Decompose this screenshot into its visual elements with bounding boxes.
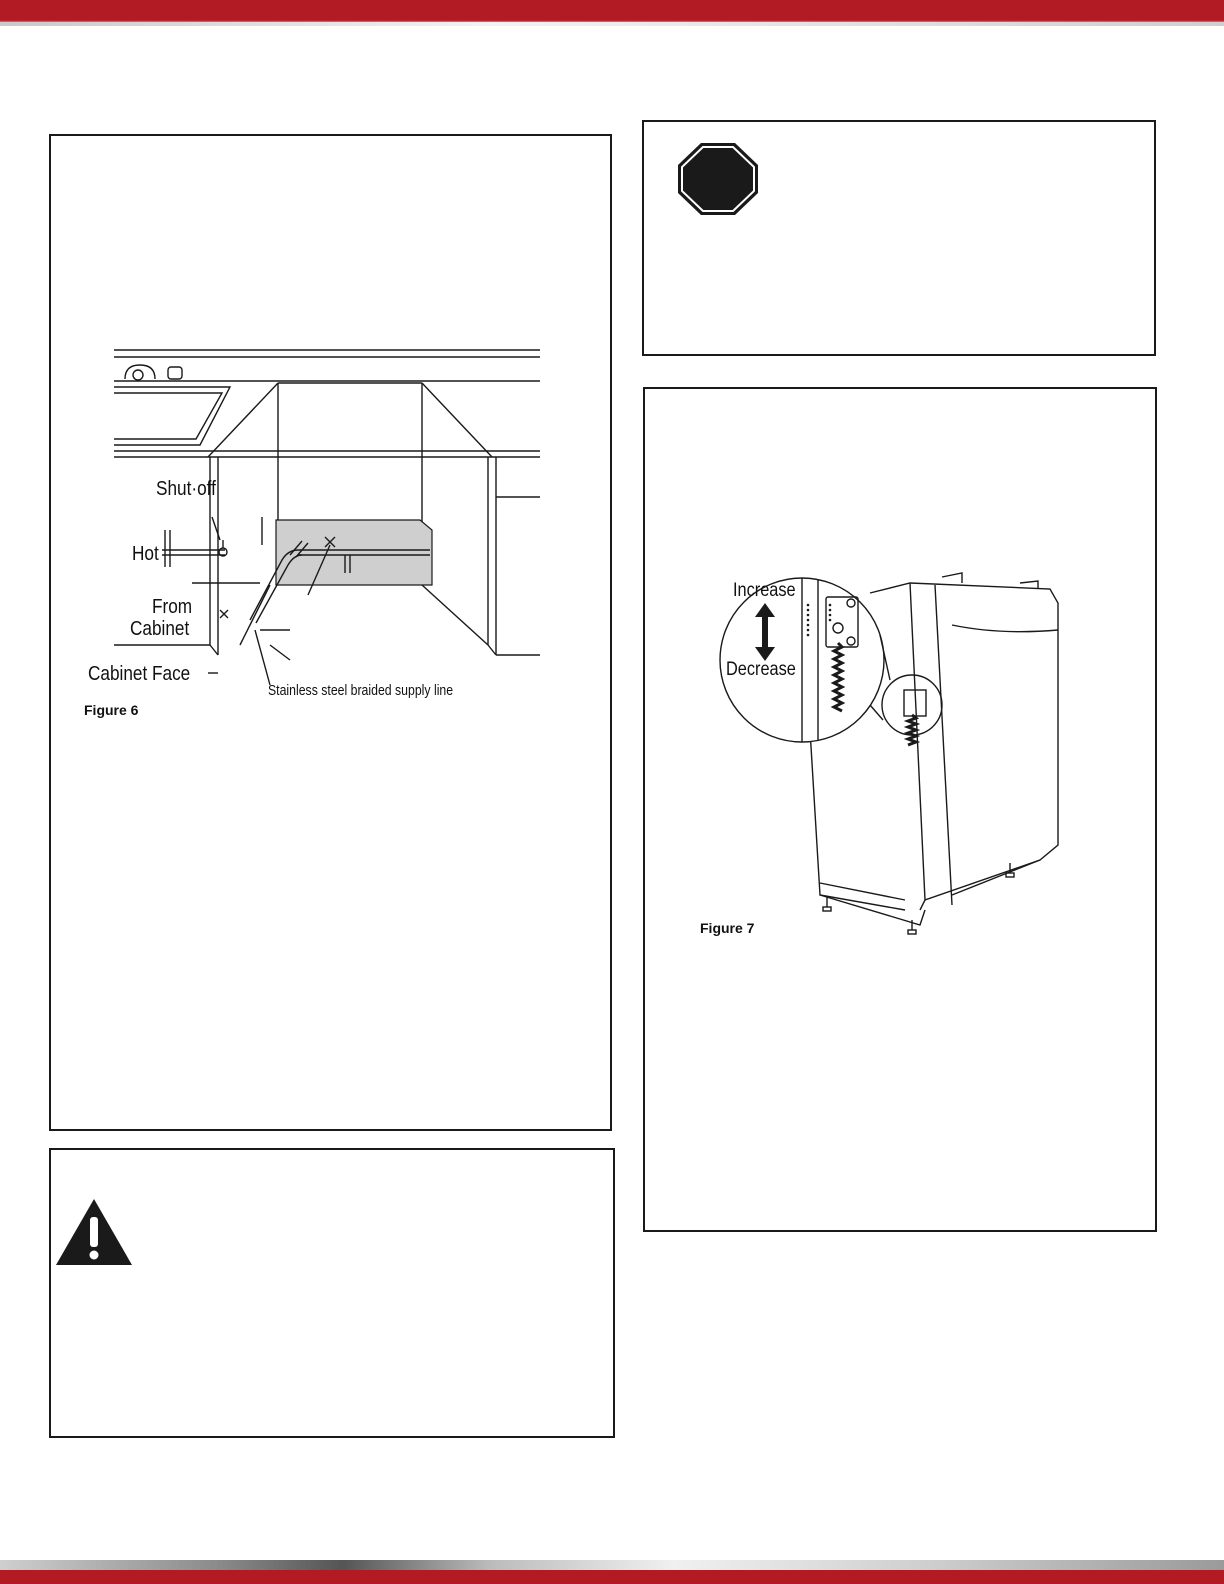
- stop-sign-icon: [677, 142, 759, 216]
- figure-6-plumbing-diagram: [84, 345, 550, 740]
- footer-band: [0, 1560, 1224, 1584]
- supply-line-label: Stainless steel braided supply line: [268, 681, 454, 699]
- decrease-label: Decrease: [726, 657, 796, 680]
- cabinet-label: Cabinet: [130, 616, 190, 640]
- header-band: [0, 0, 1224, 26]
- warning-triangle-icon: [54, 1197, 134, 1267]
- warning-notice-panel: [49, 1148, 615, 1438]
- figure-7-caption: Figure 7: [700, 920, 755, 936]
- figure-7-door-spring-diagram: [700, 565, 1070, 945]
- shutoff-label: Shut·off: [156, 476, 216, 500]
- from-label: From: [152, 594, 193, 618]
- hot-label: Hot: [132, 541, 159, 565]
- increase-label: Increase: [733, 578, 796, 601]
- cabinet-face-label: Cabinet Face: [88, 661, 191, 685]
- figure-6-caption: Figure 6: [84, 702, 139, 718]
